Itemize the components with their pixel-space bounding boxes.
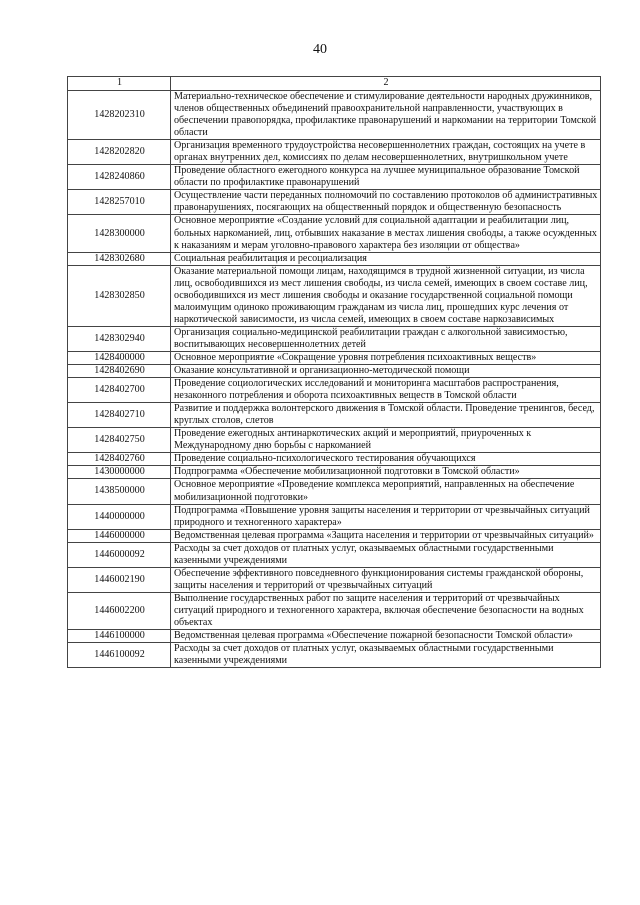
table-row bbox=[68, 643, 601, 668]
row-description: Проведение ежегодных антинаркотических акций и мероприятий, приуроченных к Международному дню борьбы с наркоманией bbox=[171, 428, 601, 453]
table-row bbox=[68, 403, 601, 428]
row-code: 1428302850 bbox=[68, 265, 171, 326]
row-description: Подпрограмма «Обеспечение мобилизационной подготовки в Томской области» bbox=[171, 466, 601, 479]
row-description: Основное мероприятие «Создание условий для социальной адаптации и реабилитации лиц, больных наркоманией, лиц, отбывших наказание в местах лишения свободы, а также осужденных к наказаниям и мерам уголовно-правового характера без изоляции от общества» bbox=[171, 215, 601, 252]
row-description: Подпрограмма «Повышение уровня защиты населения и территории от чрезвычайных ситуаций природного и техногенного характера» bbox=[171, 504, 601, 529]
row-description: Обеспечение эффективного повседневного функционирования системы гражданской обороны, защиты населения и территорий от чрезвычайных ситуаций bbox=[171, 567, 601, 592]
row-description: Материально-техническое обеспечение и стимулирование деятельности народных дружинников, членов общественных объединений правоохранительной направленности, участвующих в обеспечении правопорядка, профилактике правонарушений и наркомании на территории Томской области bbox=[171, 91, 601, 140]
row-description: Основное мероприятие «Сокращение уровня потребления психоактивных веществ» bbox=[171, 351, 601, 364]
row-code: 1438500000 bbox=[68, 479, 171, 504]
column-header-code: 1 bbox=[68, 77, 171, 91]
table-row bbox=[68, 351, 601, 364]
row-code: 1428202310 bbox=[68, 91, 171, 140]
row-code: 1428402750 bbox=[68, 428, 171, 453]
row-code: 1428402700 bbox=[68, 378, 171, 403]
column-header-description: 2 bbox=[171, 77, 601, 91]
table-row bbox=[68, 91, 601, 140]
table-row bbox=[68, 265, 601, 326]
table-row bbox=[68, 466, 601, 479]
row-code: 1428300000 bbox=[68, 215, 171, 252]
row-code: 1428257010 bbox=[68, 190, 171, 215]
table-row bbox=[68, 378, 601, 403]
row-code: 1440000000 bbox=[68, 504, 171, 529]
row-description: Социальная реабилитация и ресоциализация bbox=[171, 252, 601, 265]
row-code: 1428400000 bbox=[68, 351, 171, 364]
table-row bbox=[68, 567, 601, 592]
table-row bbox=[68, 630, 601, 643]
table-row bbox=[68, 140, 601, 165]
table-row bbox=[68, 215, 601, 252]
table-row bbox=[68, 252, 601, 265]
row-code: 1446100092 bbox=[68, 643, 171, 668]
row-description: Организация временного трудоустройства несовершеннолетних граждан, состоящих на учете в органах внутренних дел, комиссиях по делам несовершеннолетних, внутришкольном учете bbox=[171, 140, 601, 165]
row-code: 1446000000 bbox=[68, 529, 171, 542]
table-row bbox=[68, 428, 601, 453]
table-row bbox=[68, 592, 601, 629]
row-code: 1428240860 bbox=[68, 165, 171, 190]
table-header-row bbox=[68, 77, 601, 91]
row-description: Расходы за счет доходов от платных услуг, оказываемых областными государственными казенными учреждениями bbox=[171, 542, 601, 567]
classification-table bbox=[67, 76, 601, 668]
row-code: 1428402710 bbox=[68, 403, 171, 428]
row-description: Организация социально-медицинской реабилитации граждан с алкогольной зависимостью, воспитывающих несовершеннолетних детей bbox=[171, 326, 601, 351]
row-code: 1446002200 bbox=[68, 592, 171, 629]
table-row bbox=[68, 479, 601, 504]
row-description: Проведение социологических исследований и мониторинга масштабов распространения, незаконного потребления и оборота психоактивных веществ в Томской области bbox=[171, 378, 601, 403]
table-row bbox=[68, 326, 601, 351]
row-code: 1428402690 bbox=[68, 365, 171, 378]
table-row bbox=[68, 542, 601, 567]
row-code: 1446002190 bbox=[68, 567, 171, 592]
row-description: Проведение областного ежегодного конкурса на лучшее муниципальное образование Томской области по профилактике правонарушений bbox=[171, 165, 601, 190]
row-description: Выполнение государственных работ по защите населения и территорий от чрезвычайных ситуаций природного и техногенного характера, включая обеспечение безопасности на водных объектах bbox=[171, 592, 601, 629]
table-row bbox=[68, 165, 601, 190]
row-description: Проведение социально-психологического тестирования обучающихся bbox=[171, 453, 601, 466]
row-description: Оказание материальной помощи лицам, находящимся в трудной жизненной ситуации, из числа лиц, освободившихся из мест лишения свободы, из числа семей, имеющих в своем составе лиц, освободившихся из мест лишения свободы и оказание государственной социальной помощи малоимущим одиноко проживающим гражданам из числа лиц, прошедших курс лечения от наркотической зависимости, из числа семей, имеющих в своем составе наркозависимых bbox=[171, 265, 601, 326]
table-row bbox=[68, 190, 601, 215]
table-row bbox=[68, 529, 601, 542]
row-code: 1430000000 bbox=[68, 466, 171, 479]
row-code: 1446000092 bbox=[68, 542, 171, 567]
row-description: Оказание консультативной и организационно-методической помощи bbox=[171, 365, 601, 378]
row-code: 1446100000 bbox=[68, 630, 171, 643]
row-code: 1428402760 bbox=[68, 453, 171, 466]
page-number: 40 bbox=[313, 42, 327, 57]
table-row bbox=[68, 453, 601, 466]
row-description: Ведомственная целевая программа «Защита населения и территории от чрезвычайных ситуаций» bbox=[171, 529, 601, 542]
row-description: Основное мероприятие «Проведение комплекса мероприятий, направленных на обеспечение мобилизационной подготовки» bbox=[171, 479, 601, 504]
row-code: 1428302940 bbox=[68, 326, 171, 351]
row-description: Расходы за счет доходов от платных услуг, оказываемых областными государственными казенными учреждениями bbox=[171, 643, 601, 668]
row-code: 1428302680 bbox=[68, 252, 171, 265]
row-description: Ведомственная целевая программа «Обеспечение пожарной безопасности Томской области» bbox=[171, 630, 601, 643]
table-row bbox=[68, 504, 601, 529]
row-code: 1428202820 bbox=[68, 140, 171, 165]
row-description: Осуществление части переданных полномочий по составлению протоколов об административных правонарушениях, посягающих на общественный порядок и общественную безопасность bbox=[171, 190, 601, 215]
table-row bbox=[68, 365, 601, 378]
row-description: Развитие и поддержка волонтерского движения в Томской области. Проведение тренингов, бесед, круглых столов, слетов bbox=[171, 403, 601, 428]
